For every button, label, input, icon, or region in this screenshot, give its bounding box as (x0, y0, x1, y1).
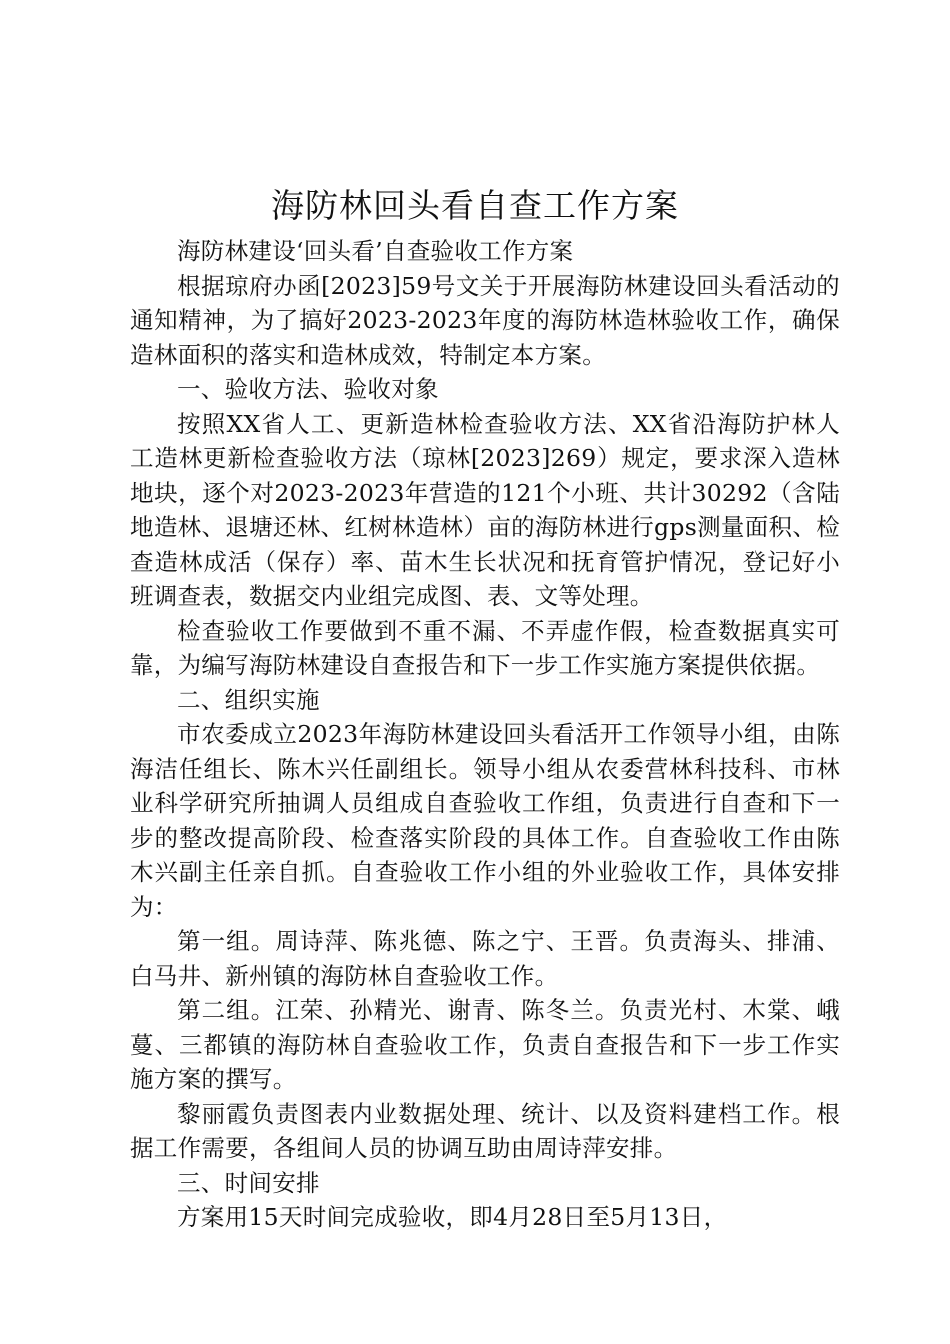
section-heading-1: 一、验收方法、验收对象 (177, 375, 439, 403)
document-body (130, 234, 840, 1235)
intro-paragraph: 根据琼府办函[2023]59号文关于开展海防林建设回头看活动的通知精神，为了搞好2023-2023年度的海防林造林验收工作，确保造林面积的落实和造林成效，特制定本方案。 (130, 271, 840, 369)
requirement-paragraph: 检查验收工作要做到不重不漏、不弄虚作假，检查数据真实可靠，为编写海防林建设自查报告和下一步工作实施方案提供依据。 (130, 616, 840, 679)
section-heading-3: 三、时间安排 (177, 1168, 320, 1197)
schedule-paragraph: 方案用15天时间完成验收，即4月28日至5月13日， (177, 1203, 728, 1231)
subtitle-paragraph: 海防林建设‘回头看’自查验收工作方案 (177, 237, 574, 265)
group-one-paragraph: 第一组。周诗萍、陈兆德、陈之宁、王晋。负责海头、排浦、白马井、新州镇的海防林自查验收工作。 (130, 927, 840, 990)
data-processing-paragraph: 黎丽霞负责图表内业数据处理、统计、以及资料建档工作。根据工作需要，各组间人员的协调互助由周诗萍安排。 (130, 1099, 840, 1162)
organization-paragraph: 市农委成立2023年海防林建设回头看活开工作领导小组，由陈海洁任组长、陈木兴任副组长。领导小组从农委营林科技科、市林业科学研究所抽调人员组成自查验收工作组，负责进行自查和下一步的整改提高阶段、检查落实阶段的具体工作。自查验收工作由陈木兴副主任亲自抓。自查验收工作小组的外业验收工作，具体安排为： (130, 720, 840, 921)
document-title: 海防林回头看自查工作方案 (271, 186, 679, 225)
section-heading-2: 二、组织实施 (177, 685, 320, 714)
method-paragraph: 按照XX省人工、更新造林检查验收方法、XX省沿海防护林人工造林更新检查验收方法（琼林[2023]269）规定，要求深入造林地块，逐个对2023-2023年营造的121个小班、共计30292（含陆地造林、退塘还林、红树林造林）亩的海防林进行gps测量面积、检查造林成活（保存）率、苗木生长状况和抚育管护情况，登记好小班调查表，数据交内业组完成图、表、文等处理。 (130, 409, 840, 610)
group-two-paragraph: 第二组。江荣、孙精光、谢青、陈冬兰。负责光村、木棠、峨蔓、三都镇的海防林自查验收工作，负责自查报告和下一步工作实施方案的撰写。 (130, 996, 840, 1093)
